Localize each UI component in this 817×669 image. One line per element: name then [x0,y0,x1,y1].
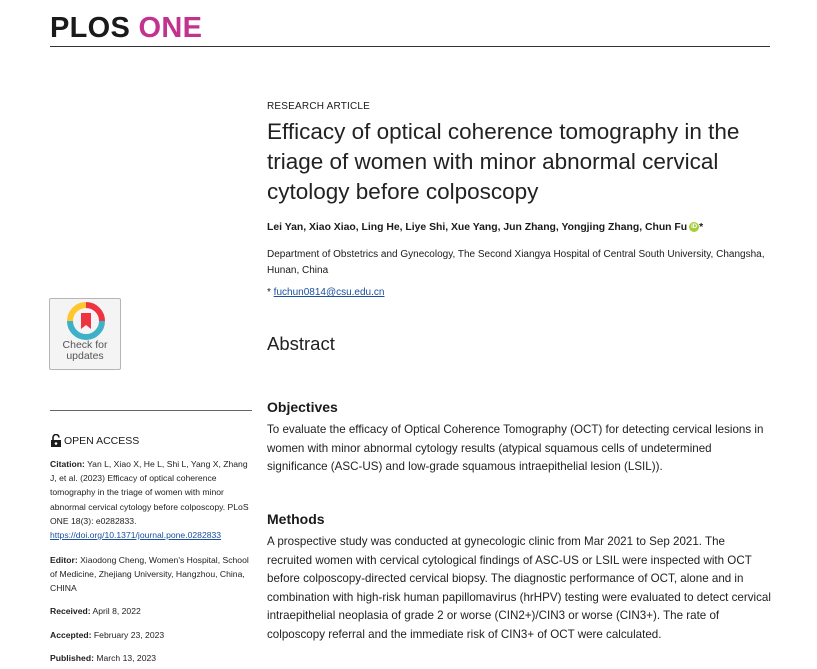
citation-block [50,457,255,542]
authors-text: Lei Yan, Xiao Xiao, Ling He, Liye Shi, Xue Yang, Jun Zhang, Yongjing Zhang, Chun Fu [267,222,688,233]
received-date: Received: April 8, 2022 [50,606,141,616]
published-date: Published: March 13, 2023 [50,653,157,663]
author-list [267,222,703,233]
crossmark-label: Check for updates [62,339,108,362]
methods-heading: Methods [267,511,325,527]
objectives-body: To evaluate the efficacy of Optical Coherence Tomography (OCT) for detecting cervical lesions in women with minor abnormal cytology results (atypical squamous cells of undetermined significance (ASC-US) and low-grade squamous intraepithelial lesion (LSIL)). [267,423,764,474]
email-link[interactable]: fuchun0814@csu.edu.cn [273,287,385,298]
citation-label: Citation: [50,459,85,469]
orcid-icon[interactable]: iD [691,224,698,231]
abstract-heading: Abstract [267,333,335,354]
accepted-date: Accepted: February 23, 2023 [50,630,165,640]
citation-doi-link[interactable]: https://doi.org/10.1371/journal.pone.0282833 [50,530,222,541]
article-title: Efficacy of optical coherence tomography in the triage of women with minor abnormal cervical cytology before colposcopy [267,119,740,204]
header-divider [50,46,770,47]
citation-text: Yan L, Xiao X, He L, Shi L, Yang X, Zhang J, et al. (2023) Efficacy of optical coherence tomography in the triage of women with minor abnormal cervical cytology before colposcopy. PLoS ONE 18(3): e0282833. [50,459,249,526]
check-for-updates-button[interactable] [49,298,121,370]
journal-logo[interactable] [50,12,202,45]
editor-label: Editor: [50,555,78,565]
open-access-badge [50,434,139,447]
affiliation: Department of Obstetrics and Gynecology, The Second Xiangya Hospital of Central South University, Changsha, Hunan, China [267,249,765,276]
open-access-label: OPEN ACCESS [64,434,140,447]
editor-text: Xiaodong Cheng, Women's Hospital, School of Medicine, Zhejiang University, Hangzhou, China, CHINA [50,555,249,594]
logo-plos: PLOS [50,12,131,44]
sidebar-divider [50,410,252,411]
article-type: RESEARCH ARTICLE [267,101,371,112]
logo-one: ONE [138,12,203,44]
corresponding-star: * [699,222,704,233]
editor-block [50,553,255,596]
objectives-heading: Objectives [267,399,338,415]
methods-body: A prospective study was conducted at gynecologic clinic from Mar 2021 to Sep 2021. The recruited women with cervical cytological findings of ASC-US or LSIL were inspected with OCT before colposcopy-directed cervical biopsy. The diagnostic performance of OCT, alone and in combination with high-risk human papillomavirus (hrHPV) testing were evaluated to detect cervical intraepithelial neoplasia of grade 2 or worse (CIN2+)/CIN3 or worse (CIN3+). The rate of colposcopy referral and the immediate risk of CIN3+ of OCT were calculated. [267,535,771,641]
open-lock-icon [50,434,62,447]
email-prefix: * [267,287,274,298]
corresponding-email [267,287,384,298]
crossmark-icon [50,301,122,343]
